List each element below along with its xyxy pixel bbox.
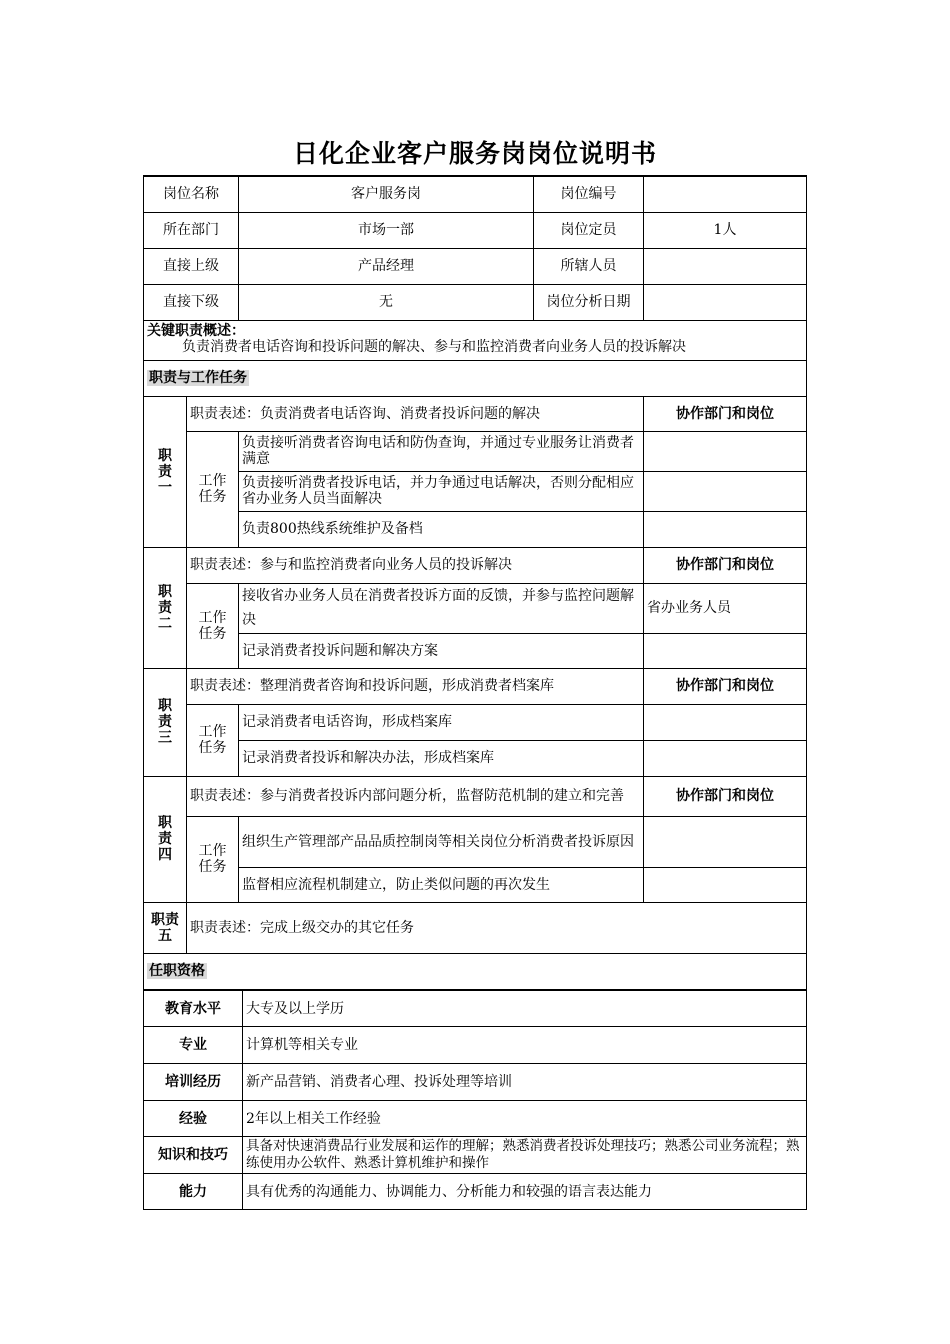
task-label: 工作任务 xyxy=(187,816,239,902)
task-text: 记录消费者投诉问题和解决方案 xyxy=(239,633,644,668)
task-text: 接收省办业务人员在消费者投诉方面的反馈，并参与监控问题解决 xyxy=(239,583,644,633)
duties-heading: 职责与工作任务 xyxy=(149,370,247,386)
duty-3-label: 职责三 xyxy=(144,668,187,776)
qualification-label: 能力 xyxy=(144,1174,243,1210)
coop-header: 协作部门和岗位 xyxy=(644,668,807,704)
info-value: 1人 xyxy=(644,212,807,248)
qualification-value: 具备对快速消费品行业发展和运作的理解；熟悉消费者投诉处理技巧；熟悉公司业务流程；熟练使用办公软件、熟悉计算机维护和操作 xyxy=(243,1137,807,1174)
duty-2-statement: 职责表述：参与和监控消费者向业务人员的投诉解决 xyxy=(187,547,644,583)
qualification-value: 具有优秀的沟通能力、协调能力、分析能力和较强的语言表达能力 xyxy=(243,1174,807,1210)
task-row xyxy=(144,583,807,633)
qualifications-heading-row xyxy=(144,953,807,989)
duty-1-label: 职责一 xyxy=(144,396,187,547)
coop-value: 省办业务人员 xyxy=(644,583,807,633)
info-label: 所在部门 xyxy=(144,212,239,248)
task-text: 记录消费者投诉和解决办法，形成档案库 xyxy=(239,740,644,776)
task-row xyxy=(144,633,807,668)
coop-value xyxy=(644,704,807,740)
coop-value xyxy=(644,867,807,902)
task-row xyxy=(144,511,807,547)
info-row xyxy=(144,212,807,248)
info-row xyxy=(144,176,807,212)
task-row xyxy=(144,471,807,511)
duty-statement-row xyxy=(144,776,807,816)
info-value xyxy=(644,284,807,320)
info-value: 市场一部 xyxy=(239,212,534,248)
info-label: 直接下级 xyxy=(144,284,239,320)
qualifications-heading: 任职资格 xyxy=(149,963,205,979)
page-title: 日化企业客户服务岗岗位说明书 xyxy=(292,139,657,168)
task-row xyxy=(144,867,807,902)
coop-value xyxy=(644,740,807,776)
task-text: 负责接听消费者咨询电话和防伪查询，并通过专业服务让消费者满意 xyxy=(239,431,644,471)
duty-statement-row xyxy=(144,547,807,583)
task-text: 监督相应流程机制建立，防止类似问题的再次发生 xyxy=(239,867,644,902)
task-text: 负责800热线系统维护及备档 xyxy=(239,511,644,547)
qualification-row xyxy=(144,1137,807,1174)
duty-1-statement: 职责表述：负责消费者电话咨询、消费者投诉问题的解决 xyxy=(187,396,644,431)
task-row xyxy=(144,816,807,867)
task-text: 记录消费者电话咨询，形成档案库 xyxy=(239,704,644,740)
task-label: 工作任务 xyxy=(187,704,239,776)
info-value: 客户服务岗 xyxy=(239,176,534,212)
task-row xyxy=(144,704,807,740)
info-value xyxy=(644,248,807,284)
task-label: 工作任务 xyxy=(187,583,239,668)
info-label: 直接上级 xyxy=(144,248,239,284)
task-row xyxy=(144,740,807,776)
duty-4-statement: 职责表述：参与消费者投诉内部问题分析，监督防范机制的建立和完善 xyxy=(187,776,644,816)
duty-statement-row xyxy=(144,902,807,953)
info-row xyxy=(144,248,807,284)
qualification-label: 专业 xyxy=(144,1027,243,1064)
qualification-row xyxy=(144,1101,807,1137)
coop-header: 协作部门和岗位 xyxy=(644,776,807,816)
info-label: 岗位分析日期 xyxy=(534,284,644,320)
qualification-value: 2年以上相关工作经验 xyxy=(243,1101,807,1137)
summary-row xyxy=(144,320,807,360)
duty-2-label: 职责二 xyxy=(144,547,187,668)
qualifications-table xyxy=(143,990,807,1210)
info-value: 无 xyxy=(239,284,534,320)
coop-header: 协作部门和岗位 xyxy=(644,547,807,583)
info-row xyxy=(144,284,807,320)
duty-statement-row xyxy=(144,396,807,431)
qualification-value: 新产品营销、消费者心理、投诉处理等培训 xyxy=(243,1064,807,1101)
summary-heading: 关键职责概述： xyxy=(147,322,245,339)
duty-5-statement: 职责表述：完成上级交办的其它任务 xyxy=(187,902,807,953)
coop-value xyxy=(644,633,807,668)
qualification-row xyxy=(144,991,807,1027)
task-text: 组织生产管理部产品品质控制岗等相关岗位分析消费者投诉原因 xyxy=(239,816,644,867)
qualification-row xyxy=(144,1027,807,1064)
qualification-value: 计算机等相关专业 xyxy=(243,1027,807,1064)
coop-value xyxy=(644,471,807,511)
job-description-table xyxy=(143,175,807,990)
duty-3-statement: 职责表述：整理消费者咨询和投诉问题，形成消费者档案库 xyxy=(187,668,644,704)
info-label: 岗位名称 xyxy=(144,176,239,212)
task-text: 负责接听消费者投诉电话，并力争通过电话解决，否则分配相应省办业务人员当面解决 xyxy=(239,471,644,511)
task-row xyxy=(144,431,807,471)
duty-5-label: 职责五 xyxy=(144,902,187,953)
qualification-row xyxy=(144,1174,807,1210)
info-label: 所辖人员 xyxy=(534,248,644,284)
qualification-label: 知识和技巧 xyxy=(144,1137,243,1174)
duty-statement-row xyxy=(144,668,807,704)
coop-value xyxy=(644,816,807,867)
info-label: 岗位定员 xyxy=(534,212,644,248)
qualification-value: 大专及以上学历 xyxy=(243,991,807,1027)
info-value: 产品经理 xyxy=(239,248,534,284)
coop-value xyxy=(644,511,807,547)
coop-header: 协作部门和岗位 xyxy=(644,396,807,431)
duties-heading-row xyxy=(144,360,807,396)
qualification-label: 教育水平 xyxy=(144,991,243,1027)
coop-value xyxy=(644,431,807,471)
info-value xyxy=(644,176,807,212)
info-label: 岗位编号 xyxy=(534,176,644,212)
summary-text: 负责消费者电话咨询和投诉问题的解决、参与和监控消费者向业务人员的投诉解决 xyxy=(182,338,686,355)
duty-4-label: 职责四 xyxy=(144,776,187,902)
task-label: 工作任务 xyxy=(187,431,239,547)
qualification-label: 培训经历 xyxy=(144,1064,243,1101)
qualification-label: 经验 xyxy=(144,1101,243,1137)
qualification-row xyxy=(144,1064,807,1101)
